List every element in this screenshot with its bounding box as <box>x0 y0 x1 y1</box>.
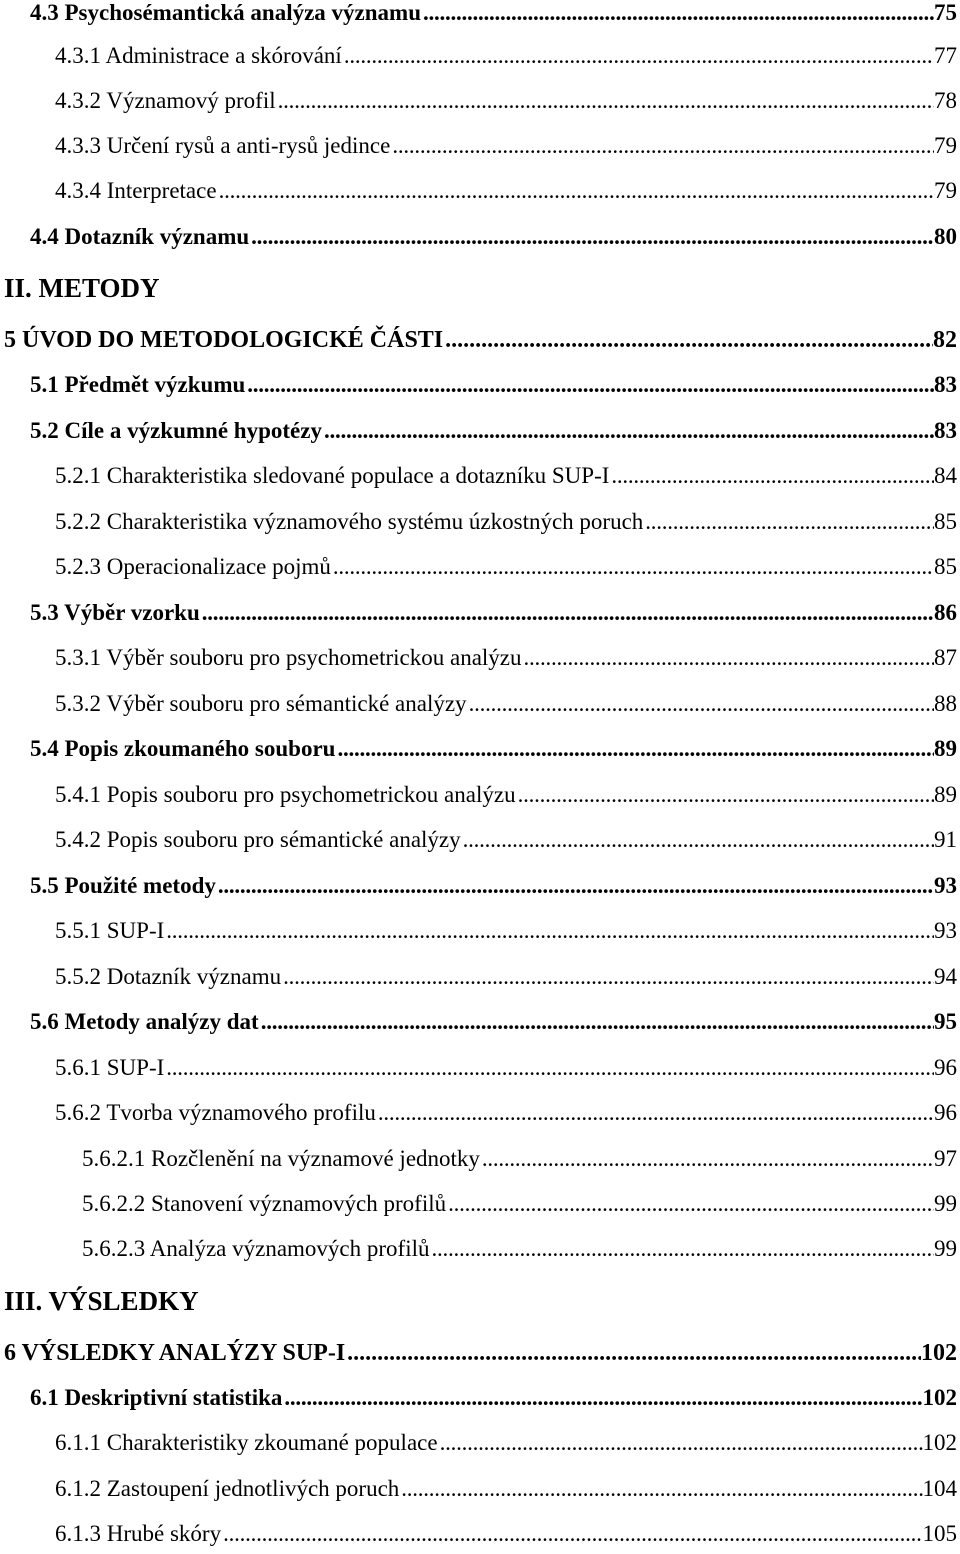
toc-entry-page: 86 <box>934 593 960 633</box>
toc-entry-page: 83 <box>934 411 960 451</box>
toc-entry-title: 5.2.1 Charakteristika sledované populace a dotazníku SUP-I <box>55 456 609 496</box>
dot-leader <box>282 1378 922 1418</box>
toc-entry[interactable] <box>30 217 960 257</box>
toc-entry[interactable] <box>55 547 960 587</box>
toc-entry-title: 6.1.1 Charakteristiky zkoumané populace <box>55 1423 438 1463</box>
dot-leader <box>390 126 934 166</box>
toc-entry-page: 102 <box>921 1333 960 1373</box>
toc-entry[interactable] <box>55 502 960 542</box>
toc-entry-page: 94 <box>934 957 960 997</box>
toc-entry-title: 4.3.2 Významový profil <box>55 81 276 121</box>
dot-leader <box>259 1002 934 1042</box>
dot-leader <box>216 866 934 906</box>
toc-entry-title: 5.1 Předmět výzkumu <box>30 365 245 405</box>
toc-entry-title: 5.3.1 Výběr souboru pro psychometrickou analýzu <box>55 638 522 678</box>
toc-entry-title: 4.3.3 Určení rysů a anti-rysů jedince <box>55 126 390 166</box>
toc-entry-page: 79 <box>934 171 960 211</box>
dot-leader <box>322 411 934 451</box>
toc-entry-title: 5.6.2.2 Stanovení významových profilů <box>82 1184 446 1224</box>
toc-entry[interactable] <box>55 684 960 724</box>
toc-entry-title: 5.6.2 Tvorba významového profilu <box>55 1093 376 1133</box>
toc-entry[interactable] <box>4 1333 960 1373</box>
toc-entry-page: 99 <box>934 1229 960 1269</box>
toc-entry-page: 95 <box>934 1002 960 1042</box>
toc-entry[interactable] <box>30 593 960 633</box>
toc-entry-title: 5.3 Výběr vzorku <box>30 593 200 633</box>
toc-entry[interactable] <box>82 1184 960 1224</box>
dot-leader <box>399 1469 922 1509</box>
dot-leader <box>376 1093 934 1133</box>
toc-entry-title: 5.6.1 SUP-I <box>55 1048 164 1088</box>
toc-entry-page: 77 <box>934 36 960 76</box>
toc-entry-page: 97 <box>934 1139 960 1179</box>
toc-entry[interactable] <box>55 1469 960 1509</box>
toc-entry[interactable] <box>30 411 960 451</box>
toc-entry-page: 99 <box>934 1184 960 1224</box>
toc-entry[interactable] <box>82 1229 960 1269</box>
dot-leader <box>249 217 934 257</box>
dot-leader <box>480 1139 934 1179</box>
toc-entry-title: 5.3.2 Výběr souboru pro sémantické analýzy <box>55 684 467 724</box>
toc-entry[interactable] <box>55 638 960 678</box>
dot-leader <box>516 775 934 815</box>
dot-leader <box>421 0 934 33</box>
toc-entry-title: 5.2.2 Charakteristika významového systému úzkostných poruch <box>55 502 643 542</box>
toc-entry-page: 102 <box>923 1378 960 1418</box>
toc-entry-page: 78 <box>934 81 960 121</box>
toc-entry-page: 88 <box>934 684 960 724</box>
toc-entry-title: 5.6 Metody analýzy dat <box>30 1002 259 1042</box>
toc-entry[interactable] <box>55 911 960 951</box>
dot-leader <box>467 684 934 724</box>
toc-entry-title: 5.5.2 Dotazník významu <box>55 957 281 997</box>
dot-leader <box>643 502 934 542</box>
toc-entry-title: 4.3.1 Administrace a skórování <box>55 36 342 76</box>
toc-entry-page: 93 <box>934 911 960 951</box>
dot-leader <box>164 911 934 951</box>
toc-entry[interactable] <box>4 320 960 360</box>
toc-entry-page: 85 <box>934 547 960 587</box>
toc-entry[interactable] <box>55 126 960 166</box>
toc-entry-page: 93 <box>934 866 960 906</box>
toc-entry-page: 80 <box>934 217 960 257</box>
dot-leader <box>200 593 934 633</box>
dot-leader <box>609 456 934 496</box>
toc-entry-title: 6.1.2 Zastoupení jednotlivých poruch <box>55 1469 399 1509</box>
toc-entry[interactable] <box>55 1514 960 1554</box>
toc-entry-page: 82 <box>933 320 960 360</box>
dot-leader <box>276 81 934 121</box>
toc-entry-page: 75 <box>934 0 960 33</box>
toc-entry-page: 89 <box>934 729 960 769</box>
part-heading[interactable]: II. METODY <box>4 268 160 308</box>
dot-leader <box>164 1048 934 1088</box>
toc-entry-title: 5.2 Cíle a výzkumné hypotézy <box>30 411 322 451</box>
toc-entry-title: 6.1 Deskriptivní statistika <box>30 1378 282 1418</box>
toc-entry[interactable] <box>55 81 960 121</box>
toc-entry-page: 85 <box>934 502 960 542</box>
toc-entry-title: 5.4.2 Popis souboru pro sémantické analýzy <box>55 820 461 860</box>
dot-leader <box>245 365 934 405</box>
toc-entry[interactable] <box>30 866 960 906</box>
toc-entry-title: 5.2.3 Operacionalizace pojmů <box>55 547 331 587</box>
toc-entry-title: 5.4 Popis zkoumaného souboru <box>30 729 335 769</box>
dot-leader <box>217 171 934 211</box>
toc-entry[interactable] <box>55 36 960 76</box>
dot-leader <box>461 820 934 860</box>
toc-entry[interactable] <box>55 1093 960 1133</box>
toc-entry-title: 5.5.1 SUP-I <box>55 911 164 951</box>
toc-entry-page: 87 <box>934 638 960 678</box>
toc-entry[interactable] <box>30 729 960 769</box>
toc-entry-title: 5.5 Použité metody <box>30 866 216 906</box>
toc-entry-page: 84 <box>934 456 960 496</box>
dot-leader <box>443 320 933 360</box>
toc-entry-page: 102 <box>923 1423 960 1463</box>
toc-entry-title: 4.3 Psychosémantická analýza významu <box>30 0 421 33</box>
toc-entry[interactable] <box>55 171 960 211</box>
toc-entry-page: 96 <box>934 1093 960 1133</box>
toc-entry-page: 91 <box>934 820 960 860</box>
toc-entry-title: 6 VÝSLEDKY ANALÝZY SUP-I <box>4 1333 345 1373</box>
dot-leader <box>331 547 934 587</box>
toc-entry-page: 96 <box>934 1048 960 1088</box>
dot-leader <box>281 957 934 997</box>
dot-leader <box>438 1423 923 1463</box>
toc-entry[interactable] <box>82 1139 960 1179</box>
dot-leader <box>522 638 934 678</box>
toc-entry[interactable] <box>55 1048 960 1088</box>
toc-entry-title: 5.6.2.1 Rozčlenění na významové jednotky <box>82 1139 480 1179</box>
toc-entry-page: 79 <box>934 126 960 166</box>
toc-entry[interactable] <box>30 0 960 33</box>
toc-entry-page: 104 <box>923 1469 960 1509</box>
dot-leader <box>221 1514 922 1554</box>
toc-entry[interactable] <box>30 365 960 405</box>
toc-entry[interactable] <box>55 957 960 997</box>
toc-entry[interactable] <box>55 820 960 860</box>
toc-entry-page: 105 <box>923 1514 960 1554</box>
toc-entry[interactable] <box>55 1423 960 1463</box>
dot-leader <box>342 36 934 76</box>
toc-entry-title: 5 ÚVOD DO METODOLOGICKÉ ČÁSTI <box>4 320 443 360</box>
toc-entry[interactable] <box>30 1002 960 1042</box>
dot-leader <box>429 1229 934 1269</box>
toc-entry-title: 5.4.1 Popis souboru pro psychometrickou analýzu <box>55 775 516 815</box>
dot-leader <box>345 1333 921 1373</box>
toc-entry-page: 83 <box>934 365 960 405</box>
toc-entry-title: 4.3.4 Interpretace <box>55 171 217 211</box>
toc-entry[interactable] <box>55 775 960 815</box>
toc-entry[interactable] <box>55 456 960 496</box>
toc-entry-title: 6.1.3 Hrubé skóry <box>55 1514 221 1554</box>
toc-entry[interactable] <box>30 1378 960 1418</box>
dot-leader <box>335 729 934 769</box>
toc-entry-title: 5.6.2.3 Analýza významových profilů <box>82 1229 429 1269</box>
toc-entry-title: 4.4 Dotazník významu <box>30 217 249 257</box>
dot-leader <box>446 1184 934 1224</box>
part-heading[interactable]: III. VÝSLEDKY <box>4 1281 199 1321</box>
toc-entry-page: 89 <box>934 775 960 815</box>
